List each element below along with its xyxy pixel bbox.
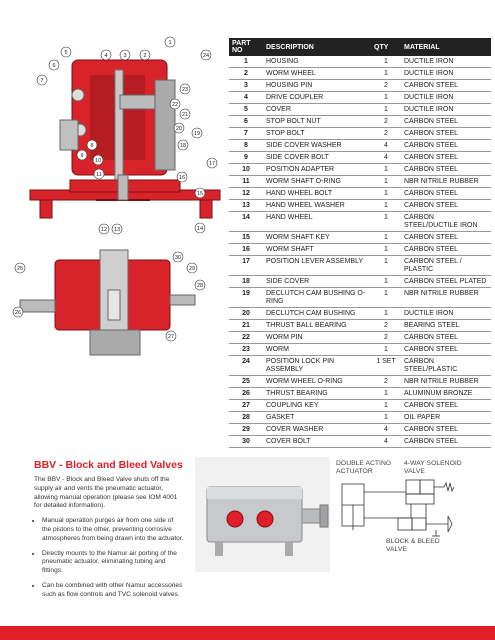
qty-cell: 1 [371, 412, 401, 424]
parts-table-row [229, 308, 491, 320]
description-cell: SIDE COVER WASHER [263, 140, 371, 152]
material-cell: CARBON STEEL [401, 188, 491, 200]
part-no-cell: 11 [229, 176, 263, 188]
exploded-view-diagram [0, 0, 230, 380]
bbv-bullet-list [34, 517, 184, 599]
part-no-cell: 28 [229, 412, 263, 424]
description-cell: COVER WASHER [263, 424, 371, 436]
qty-cell: 1 [371, 164, 401, 176]
part-no-cell: 16 [229, 244, 263, 256]
part-no-cell: 3 [229, 80, 263, 92]
parts-table-body [229, 56, 491, 448]
callout-29: 29 [188, 266, 196, 272]
parts-table-row [229, 424, 491, 436]
header-qty: QTY [371, 38, 401, 56]
callout-16: 16 [178, 175, 186, 181]
bbv-label-line1: BLOCK & BLEED [386, 538, 440, 545]
footer-accent-bar [0, 626, 495, 640]
callout-24: 24 [202, 53, 210, 59]
parts-table-row [229, 232, 491, 244]
description-cell: POSITION LEVER ASSEMBLY [263, 256, 371, 276]
part-no-cell: 10 [229, 164, 263, 176]
parts-table-row [229, 276, 491, 288]
callout-26: 26 [14, 310, 22, 316]
parts-table-row [229, 56, 491, 68]
part-no-cell: 20 [229, 308, 263, 320]
qty-cell: 1 [371, 244, 401, 256]
qty-cell: 1 [371, 276, 401, 288]
parts-table-row [229, 140, 491, 152]
material-cell: CARBON STEEL/DUCTILE IRON [401, 212, 491, 232]
material-cell: DUCTILE IRON [401, 56, 491, 68]
qty-cell: 1 [371, 308, 401, 320]
material-cell: CARBON STEEL [401, 344, 491, 356]
parts-table-row [229, 388, 491, 400]
material-cell: CARBON STEEL [401, 332, 491, 344]
part-no-cell: 18 [229, 276, 263, 288]
description-cell: COVER [263, 104, 371, 116]
qty-cell: 2 [371, 376, 401, 388]
callout-5: 5 [64, 50, 68, 56]
description-cell: WORM SHAFT [263, 244, 371, 256]
header-part-no: PART NO [229, 38, 263, 56]
callout-14: 14 [196, 226, 204, 232]
material-cell: CARBON STEEL [401, 164, 491, 176]
description-cell: POSITION ADAPTER [263, 164, 371, 176]
qty-cell: 2 [371, 80, 401, 92]
qty-cell: 1 [371, 212, 401, 232]
qty-cell: 2 [371, 128, 401, 140]
part-no-cell: 13 [229, 200, 263, 212]
qty-cell: 1 [371, 92, 401, 104]
part-no-cell: 19 [229, 288, 263, 308]
callout-30: 30 [174, 255, 182, 261]
parts-table-row [229, 332, 491, 344]
material-cell: NBR NITRILE RUBBER [401, 288, 491, 308]
description-cell: HAND WHEEL BOLT [263, 188, 371, 200]
callout-11: 11 [96, 172, 102, 178]
qty-cell: 1 [371, 344, 401, 356]
material-cell: NBR NITRILE RUBBER [401, 176, 491, 188]
qty-cell: 4 [371, 436, 401, 448]
callout-13: 13 [113, 227, 121, 233]
callout-17: 17 [208, 161, 216, 167]
material-cell: DUCTILE IRON [401, 92, 491, 104]
description-cell: THRUST BEARING [263, 388, 371, 400]
description-cell: STOP BOLT [263, 128, 371, 140]
material-cell: CARBON STEEL [401, 116, 491, 128]
parts-table-row [229, 244, 491, 256]
callout-8: 8 [90, 143, 94, 149]
callout-22: 22 [171, 102, 179, 108]
callout-27: 27 [167, 334, 175, 340]
material-cell: CARBON STEEL [401, 200, 491, 212]
parts-table-row [229, 436, 491, 448]
material-cell: DUCTILE IRON [401, 68, 491, 80]
bbv-intro: The BBV - Block and Bleed Valve shuts off the supply air and vents the pneumatic actuator, allowing manual operation (please see IOM 4001 for detailed information). [34, 476, 178, 510]
parts-table-row [229, 152, 491, 164]
bbv-bullet: • Directly mounts to the Namur air porting of the pneumatic actuator, eliminating tubing and fittings. [42, 550, 184, 576]
parts-table-row [229, 356, 491, 376]
qty-cell: 1 [371, 56, 401, 68]
part-no-cell: 8 [229, 140, 263, 152]
part-no-cell: 6 [229, 116, 263, 128]
parts-table-row [229, 128, 491, 140]
qty-cell: 4 [371, 152, 401, 164]
material-cell: NBR NITRILE RUBBER [401, 376, 491, 388]
callout-1: 1 [168, 40, 172, 46]
parts-table-row [229, 68, 491, 80]
part-no-cell: 17 [229, 256, 263, 276]
bbv-label-line2: VALVE [386, 546, 407, 553]
parts-table-row [229, 344, 491, 356]
part-no-cell: 24 [229, 356, 263, 376]
qty-cell: 1 [371, 188, 401, 200]
qty-cell: 1 [371, 400, 401, 412]
material-cell: CARBON STEEL [401, 244, 491, 256]
actuator-label-line2: ACTUATOR [336, 468, 373, 475]
description-cell: COUPLING KEY [263, 400, 371, 412]
bbv-section-title: BBV - Block and Bleed Valves [34, 459, 183, 471]
callout-18: 18 [179, 143, 187, 149]
bbv-schematic [336, 460, 476, 575]
qty-cell: 1 [371, 288, 401, 308]
part-no-cell: 30 [229, 436, 263, 448]
parts-table-row [229, 400, 491, 412]
material-cell: CARBON STEEL [401, 424, 491, 436]
callout-21: 21 [181, 112, 189, 118]
parts-table-row [229, 376, 491, 388]
bbv-description [34, 476, 184, 606]
part-no-cell: 22 [229, 332, 263, 344]
header-material: MATERIAL [401, 38, 491, 56]
material-cell: ALUMINUM BRONZE [401, 388, 491, 400]
solenoid-label-line2: VALVE [404, 468, 425, 475]
part-no-cell: 15 [229, 232, 263, 244]
parts-table-row [229, 320, 491, 332]
qty-cell: 2 [371, 320, 401, 332]
qty-cell: 1 [371, 388, 401, 400]
description-cell: WORM [263, 344, 371, 356]
qty-cell: 2 [371, 116, 401, 128]
qty-cell: 1 SET [371, 356, 401, 376]
callout-12: 12 [100, 227, 108, 233]
parts-table-header [229, 38, 491, 56]
description-cell: DRIVE COUPLER [263, 92, 371, 104]
callout-15: 15 [196, 191, 204, 197]
part-no-cell: 29 [229, 424, 263, 436]
material-cell: OIL PAPER [401, 412, 491, 424]
part-no-cell: 25 [229, 376, 263, 388]
qty-cell: 1 [371, 200, 401, 212]
part-no-cell: 23 [229, 344, 263, 356]
description-cell: WORM SHAFT KEY [263, 232, 371, 244]
parts-table-row [229, 176, 491, 188]
part-no-cell: 27 [229, 400, 263, 412]
part-no-cell: 14 [229, 212, 263, 232]
callout-23: 23 [181, 87, 189, 93]
actuator-label-line1: DOUBLE ACTING [336, 460, 392, 467]
qty-cell: 4 [371, 424, 401, 436]
description-cell: STOP BOLT NUT [263, 116, 371, 128]
description-cell: SIDE COVER [263, 276, 371, 288]
part-no-cell: 5 [229, 104, 263, 116]
material-cell: CARBON STEEL [401, 152, 491, 164]
description-cell: WORM WHEEL [263, 68, 371, 80]
parts-table-row [229, 116, 491, 128]
bbv-product-photo [195, 457, 330, 572]
part-no-cell: 26 [229, 388, 263, 400]
material-cell: CARBON STEEL PLATED [401, 276, 491, 288]
gearbox-top-view [30, 60, 220, 218]
part-no-cell: 21 [229, 320, 263, 332]
material-cell: CARBON STEEL [401, 400, 491, 412]
parts-table-row [229, 256, 491, 276]
description-cell: SIDE COVER BOLT [263, 152, 371, 164]
parts-table-row [229, 288, 491, 308]
parts-table-row [229, 92, 491, 104]
description-cell: WORM SHAFT O-RING [263, 176, 371, 188]
description-cell: POSITION LOCK PIN ASSEMBLY [263, 356, 371, 376]
material-cell: CARBON STEEL [401, 128, 491, 140]
material-cell: DUCTILE IRON [401, 104, 491, 116]
qty-cell: 4 [371, 140, 401, 152]
callout-25: 25 [16, 266, 24, 272]
description-cell: HAND WHEEL WASHER [263, 200, 371, 212]
material-cell: CARBON STEEL / PLASTIC [401, 256, 491, 276]
description-cell: WORM PIN [263, 332, 371, 344]
material-cell: CARBON STEEL/PLASTIC [401, 356, 491, 376]
bbv-bullet: • Manual operation purges air from one side of the pistons to the other, preventing corrosive atmospheres from being drawn into the actuator. [42, 517, 184, 543]
parts-table-row [229, 104, 491, 116]
description-cell: GASKET [263, 412, 371, 424]
qty-cell: 1 [371, 232, 401, 244]
material-cell: CARBON STEEL [401, 436, 491, 448]
callout-7: 7 [40, 78, 44, 84]
callout-4: 4 [104, 53, 108, 59]
description-cell: HOUSING [263, 56, 371, 68]
parts-table-row [229, 188, 491, 200]
description-cell: DECLUTCH CAM BUSHING [263, 308, 371, 320]
callout-9: 9 [80, 153, 84, 159]
description-cell: DECLUTCH CAM BUSHING O-RING [263, 288, 371, 308]
qty-cell: 1 [371, 176, 401, 188]
callout-10: 10 [94, 158, 102, 164]
callout-2: 2 [143, 53, 147, 59]
material-cell: CARBON STEEL [401, 80, 491, 92]
material-cell: BEARING STEEL [401, 320, 491, 332]
parts-table-row [229, 200, 491, 212]
description-cell: HAND WHEEL [263, 212, 371, 232]
parts-table-row [229, 80, 491, 92]
part-no-cell: 2 [229, 68, 263, 80]
description-cell: WORM WHEEL O-RING [263, 376, 371, 388]
part-no-cell: 12 [229, 188, 263, 200]
qty-cell: 1 [371, 104, 401, 116]
parts-table [229, 38, 491, 448]
description-cell: COVER BOLT [263, 436, 371, 448]
qty-cell: 1 [371, 256, 401, 276]
part-no-cell: 9 [229, 152, 263, 164]
bbv-bullet: • Can be combined with other Namur accessories such as flow controls and TVC solenoid valves. [42, 582, 184, 600]
material-cell: DUCTILE IRON [401, 308, 491, 320]
parts-table-row [229, 412, 491, 424]
description-cell: THRUST BALL BEARING [263, 320, 371, 332]
header-description: DESCRIPTION [263, 38, 371, 56]
schematic-lines [336, 460, 476, 575]
parts-table-row [229, 212, 491, 232]
material-cell: CARBON STEEL [401, 140, 491, 152]
part-no-cell: 1 [229, 56, 263, 68]
callout-28: 28 [196, 283, 204, 289]
callout-19: 19 [193, 131, 201, 137]
description-cell: HOUSING PIN [263, 80, 371, 92]
part-no-cell: 4 [229, 92, 263, 104]
callout-20: 20 [175, 126, 183, 132]
solenoid-label-line1: 4-WAY SOLENOID [404, 460, 462, 467]
qty-cell: 2 [371, 332, 401, 344]
material-cell: CARBON STEEL [401, 232, 491, 244]
part-no-cell: 7 [229, 128, 263, 140]
callout-3: 3 [123, 53, 127, 59]
qty-cell: 1 [371, 68, 401, 80]
callout-6: 6 [52, 63, 56, 69]
parts-table-row [229, 164, 491, 176]
